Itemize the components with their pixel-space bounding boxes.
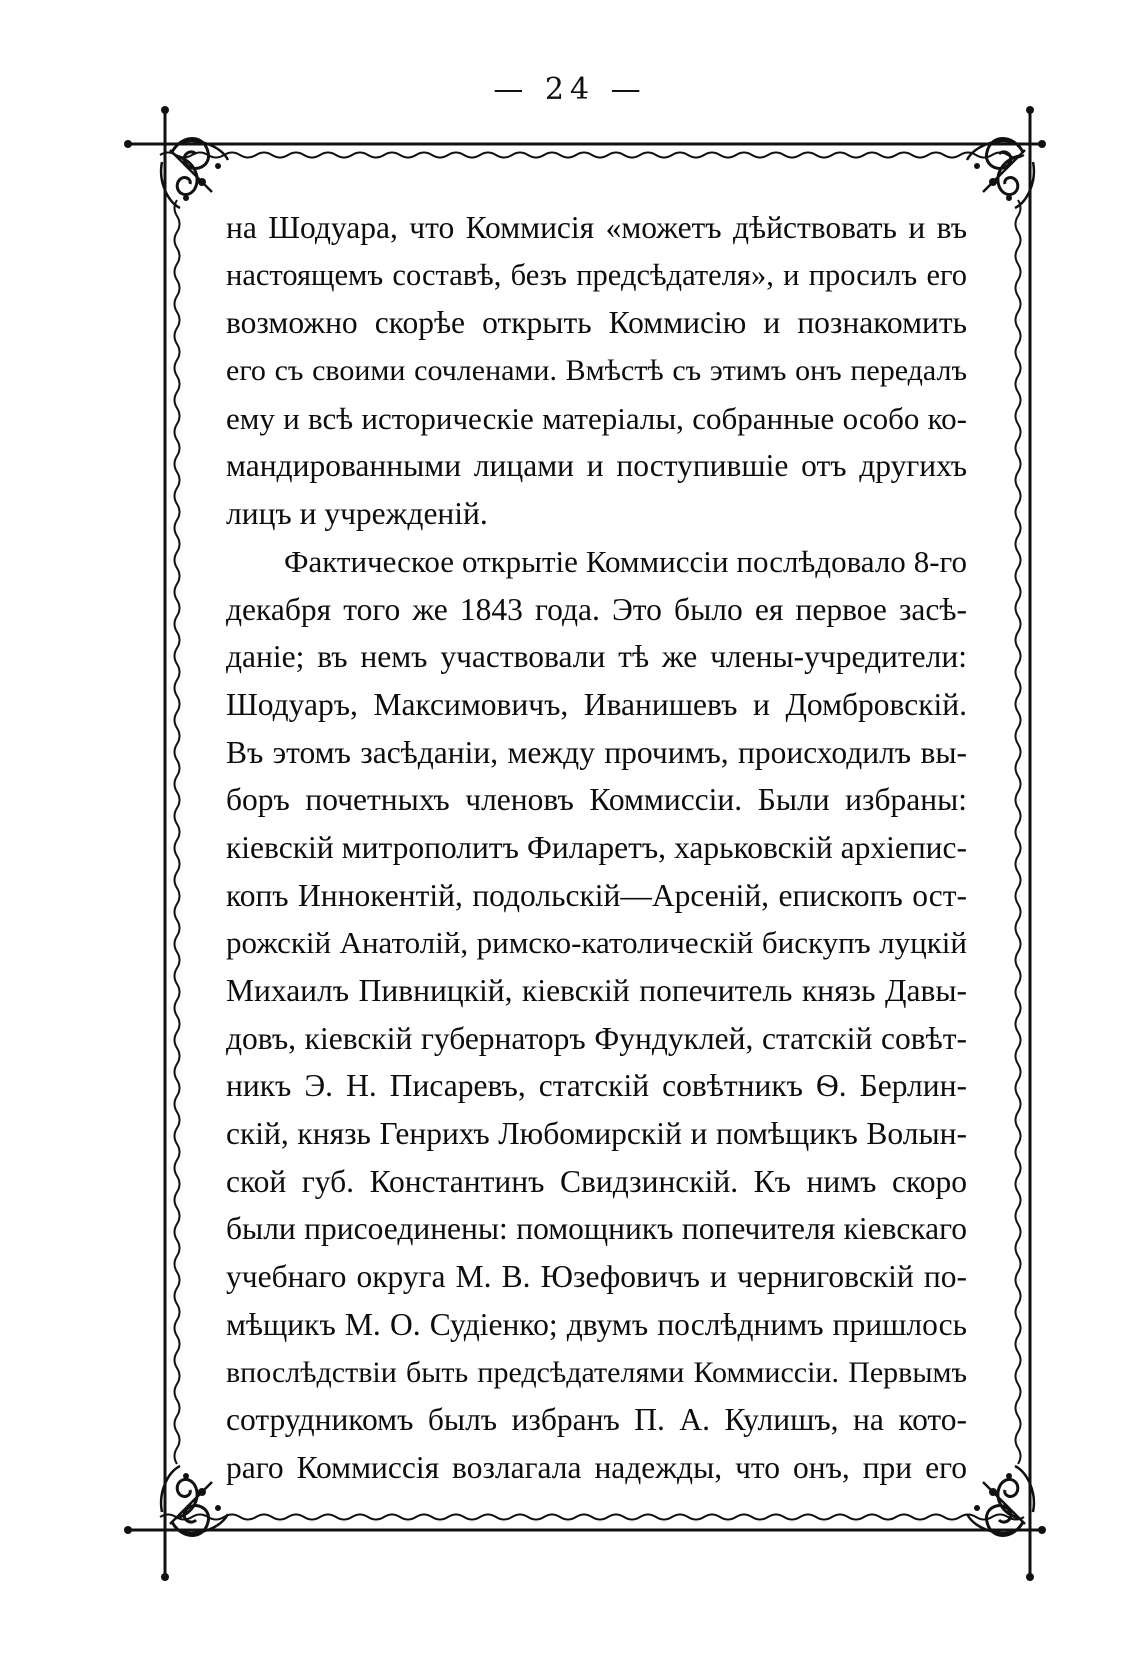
text-line: его съ своими сочленами. Вмѣстѣ съ этимъ онъ передалъ (226, 354, 967, 388)
text-line: даніе; въ немъ участвовали тѣ же члены-учредители: (226, 639, 967, 675)
bottom-border (130, 1512, 1040, 1550)
text-line: декабря того же 1843 года. Это было ея первое засѣ- (226, 591, 967, 627)
text-line: раго Коммиссія возлагала надежды, что онъ, при его (226, 1449, 967, 1485)
corner-ornament-bottom-right (967, 1466, 1034, 1536)
body-text (226, 204, 967, 1492)
text-line: Фактическое открытіе Коммиссіи послѣдовало 8-го (284, 543, 967, 579)
paragraph-2 (226, 538, 967, 1492)
text-line: возможно скорѣе открыть Коммисію и познакомить (226, 305, 967, 341)
text-line: никъ Э. Н. Писаревъ, статскій совѣтникъ Ѳ. Берлин- (226, 1068, 967, 1104)
text-line: боръ почетныхъ членовъ Коммиссіи. Были избраны: (226, 782, 967, 818)
right-border (1016, 112, 1031, 1575)
text-line: впослѣдствіи быть предсѣдателями Коммиссіи. Первымъ (226, 1355, 967, 1389)
corner-ornament-top-left (161, 139, 228, 209)
text-line: кіевскій митрополитъ Филаретъ, харьковскій архіепис- (226, 829, 967, 865)
text-line: сотрудникомъ былъ избранъ П. А. Кулишъ, на кото- (226, 1402, 967, 1438)
text-line: настоящемъ составѣ, безъ предсѣдателя», и просилъ его (226, 257, 967, 292)
text-line: Въ этомъ засѣданіи, между прочимъ, происходилъ вы- (226, 734, 967, 770)
text-line: лицъ и учрежденій. (226, 496, 488, 532)
text-line: скій, князь Генрихъ Любомирскій и помѣщикъ Волын- (226, 1116, 967, 1152)
text-line: мандированными лицами и поступившіе отъ другихъ (226, 448, 967, 484)
text-line: ему и всѣ историческіе матеріалы, собранные особо ко- (226, 400, 967, 436)
text-line: были присоединены: помощникъ попечителя кіевскаго (226, 1211, 967, 1247)
top-border (130, 122, 1040, 160)
left-border (165, 112, 180, 1575)
text-line: мѣщикъ М. О. Судіенко; двумъ послѣднимъ пришлось (226, 1306, 967, 1342)
text-line: на Шодуара, что Коммисія «можетъ дѣйствовать и въ (226, 210, 967, 245)
corner-ornament-top-right (967, 139, 1034, 209)
text-line: копъ Иннокентій, подольскій—Арсеній, епископъ ост- (226, 877, 967, 913)
paragraph-1 (226, 204, 967, 538)
text-line: довъ, кіевскій губернаторъ Фундуклей, статскій совѣт- (226, 1020, 967, 1056)
corner-ornament-bottom-left (161, 1466, 228, 1536)
text-line: ской губ. Константинъ Свидзинскій. Къ нимъ скоро (226, 1163, 967, 1199)
text-line: Михаилъ Пивницкій, кіевскій попечитель князь Давы- (226, 973, 967, 1008)
text-line: рожскій Анатолій, римско-католическій бискупъ луцкій (226, 925, 967, 961)
page-number: — 24 — (493, 72, 647, 107)
text-line: Шодуаръ, Максимовичъ, Иванишевъ и Домбровскій. (226, 686, 967, 722)
text-line: учебнаго округа М. В. Юзефовичъ и черниговскій по- (226, 1259, 967, 1295)
